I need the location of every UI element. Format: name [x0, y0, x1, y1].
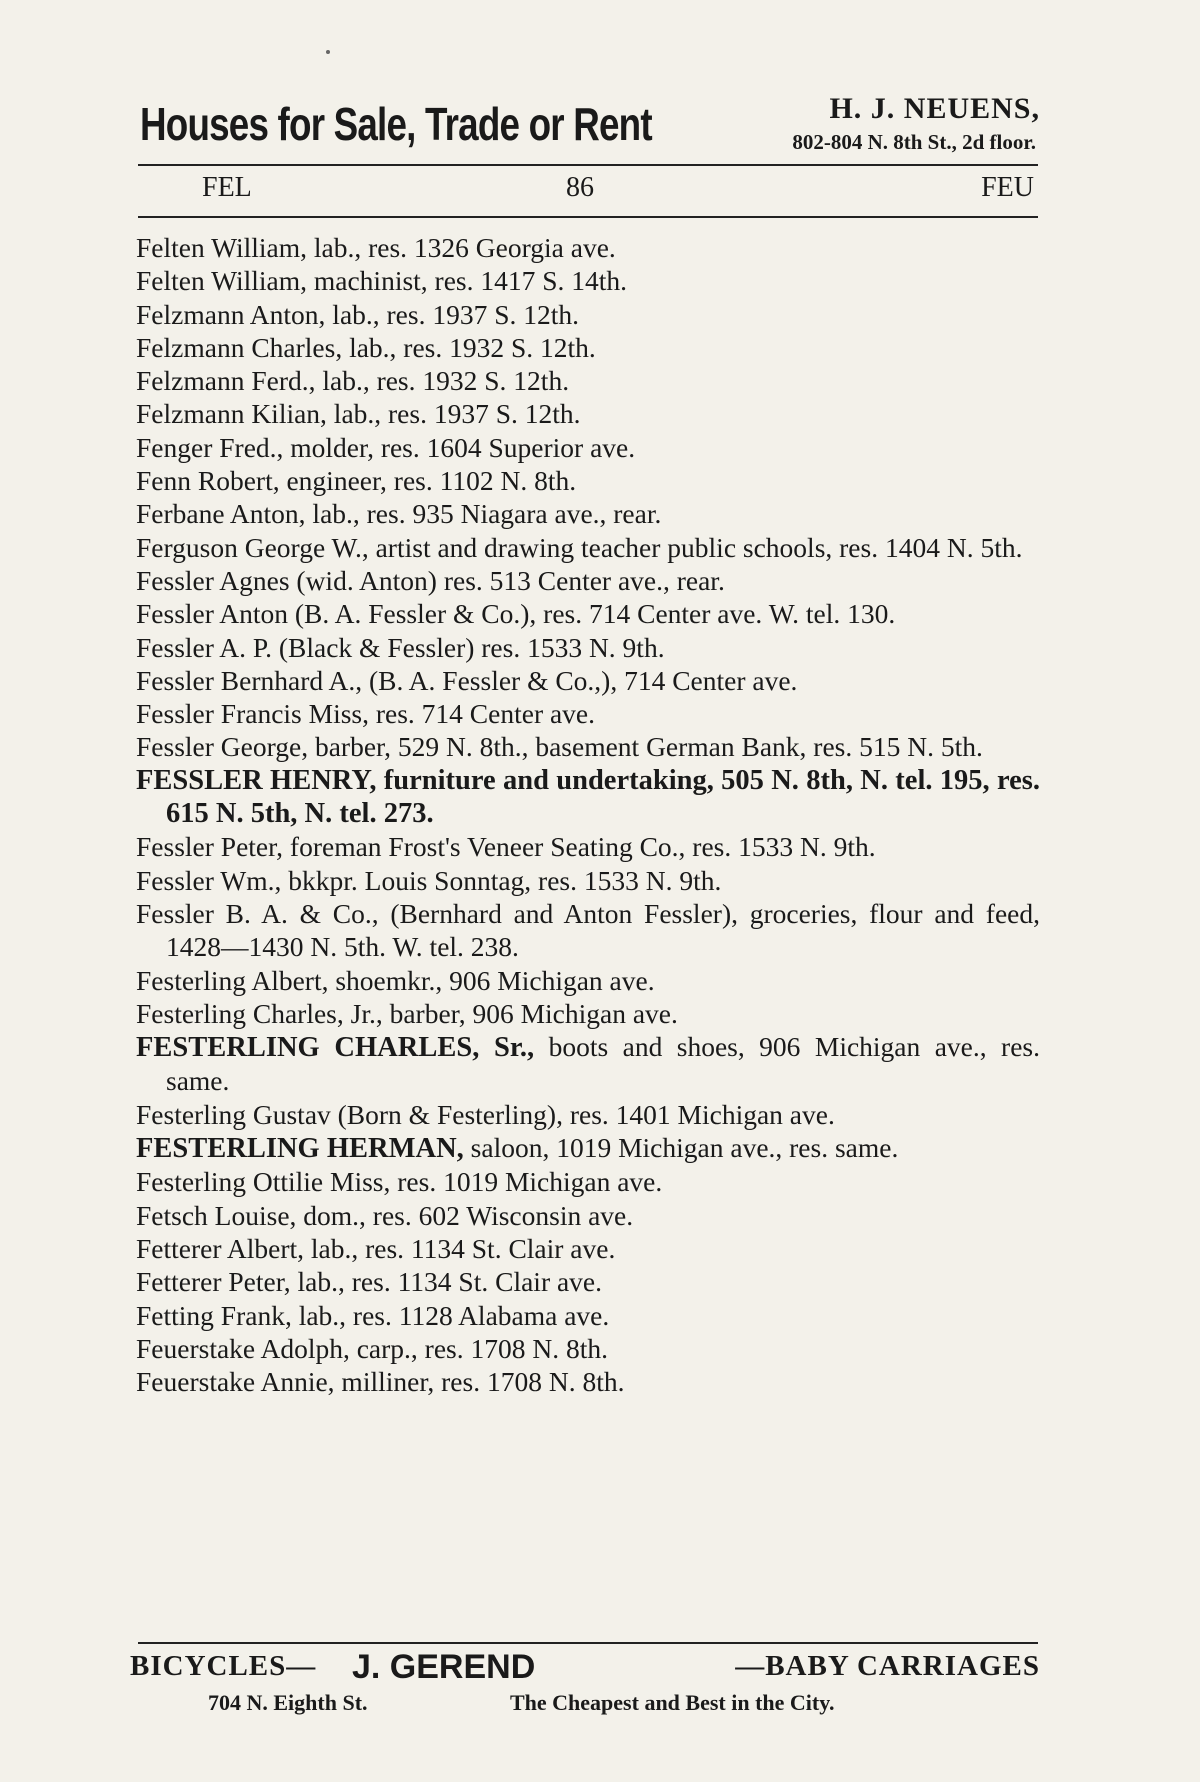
directory-entry-bold: FESSLER HENRY, furniture and undertaking, 505 N. 8th, N. tel. 195, res. 615 N. 5th, N. tel. 273. [136, 764, 1040, 830]
entry-detail: boots and shoes, 906 Michigan ave., res. same. [166, 1031, 1040, 1097]
header-advertisement [140, 92, 1040, 160]
directory-entry: Felzmann Anton, lab., res. 1937 S. 12th. [136, 298, 580, 330]
footer-ad-slogan: The Cheapest and Best in the City. [510, 1690, 835, 1715]
directory-entry: Felten William, lab., res. 1326 Georgia ave. [136, 232, 616, 263]
directory-entry: Ferguson George W., artist and drawing teacher public schools, res. 1404 N. 5th. [136, 531, 1023, 563]
running-head [138, 168, 1038, 208]
directory-entry: Feuerstake Adolph, carp., res. 1708 N. 8th. [136, 1332, 608, 1364]
directory-entry: Fetting Frank, lab., res. 1128 Alabama ave. [136, 1299, 610, 1331]
directory-entry: Fessler Anton (B. A. Fessler & Co.), res. 714 Center ave. W. tel. 130. [136, 598, 896, 630]
directory-entry: Fetterer Peter, lab., res. 1134 St. Clair ave. [136, 1266, 603, 1298]
running-head-right: FEU [981, 172, 1034, 203]
directory-entry: Felzmann Ferd., lab., res. 1932 S. 12th. [136, 365, 570, 397]
directory-entry: Fessler A. P. (Black & Fessler) res. 1533 N. 9th. [136, 631, 665, 663]
directory-entry [136, 1131, 1040, 1165]
header-ad-agent-address: 802-804 N. 8th St., 2d floor. [792, 130, 1036, 154]
footer-ad-left: BICYCLES— [130, 1650, 317, 1682]
footer-ad-address: 704 N. Eighth St. [208, 1690, 368, 1715]
directory-entry [136, 1030, 1040, 1098]
running-head-rule [138, 216, 1038, 218]
directory-entry: Fessler Francis Miss, res. 714 Center ave. [136, 698, 596, 730]
directory-entry: Felzmann Charles, lab., res. 1932 S. 12th. [136, 331, 596, 363]
directory-entry: Festerling Charles, Jr., barber, 906 Michigan ave. [136, 997, 678, 1029]
directory-entry: Fessler George, barber, 529 N. 8th., basement German Bank, res. 515 N. 5th. [136, 731, 983, 763]
entry-bold-name: FESTERLING HERMAN, [136, 1133, 464, 1165]
footer-ad-name: J. GEREND [352, 1648, 536, 1686]
header-ad-agent-name: H. J. NEUENS, [829, 92, 1040, 125]
directory-entry: Fessler Agnes (wid. Anton) res. 513 Center ave., rear. [136, 564, 725, 596]
footer-ad-right: —BABY CARRIAGES [735, 1650, 1040, 1682]
directory-entry: Festerling Ottilie Miss, res. 1019 Michigan ave. [136, 1166, 663, 1198]
page-number: 86 [566, 172, 594, 203]
directory-entry: Felzmann Kilian, lab., res. 1937 S. 12th. [136, 398, 581, 430]
directory-entry: Fessler Peter, foreman Frost's Veneer Seating Co., res. 1533 N. 9th. [136, 831, 876, 863]
header-ad-headline: Houses for Sale, Trade or Rent [140, 98, 652, 150]
directory-entry: Festerling Gustav (Born & Festerling), res. 1401 Michigan ave. [136, 1098, 835, 1130]
footer-advertisement [130, 1648, 1040, 1728]
directory-entry: Fessler B. A. & Co., (Bernhard and Anton Fessler), groceries, flour and feed, 1428—1430 N. 5th. W. tel. 238. [136, 897, 1040, 963]
directory-entry: Felten William, machinist, res. 1417 S. 14th. [136, 265, 628, 297]
directory-entry: Fenn Robert, engineer, res. 1102 N. 8th. [136, 465, 577, 497]
entry-detail: saloon, 1019 Michigan ave., res. same. [463, 1132, 899, 1164]
print-speck [326, 50, 330, 54]
directory-entry: Fetterer Albert, lab., res. 1134 St. Clair ave. [136, 1232, 616, 1264]
directory-entry: Feuerstake Annie, milliner, res. 1708 N. 8th. [136, 1366, 625, 1398]
footer-rule [138, 1642, 1038, 1644]
entry-bold-name: FESTERLING CHARLES, Sr., [136, 1032, 535, 1064]
running-head-left: FEL [202, 172, 252, 203]
directory-entry: Festerling Albert, shoemkr., 906 Michigan ave. [136, 964, 655, 996]
directory-entry: Ferbane Anton, lab., res. 935 Niagara ave., rear. [136, 498, 662, 530]
directory-entry: Fenger Fred., molder, res. 1604 Superior ave. [136, 431, 636, 463]
header-rule [138, 164, 1038, 166]
directory-entry: Fessler Bernhard A., (B. A. Fessler & Co.,), 714 Center ave. [136, 664, 798, 696]
directory-entry: Fetsch Louise, dom., res. 602 Wisconsin ave. [136, 1199, 634, 1231]
directory-entry: Fessler Wm., bkkpr. Louis Sonntag, res. 1533 N. 9th. [136, 864, 722, 896]
directory-listing [136, 231, 1040, 1398]
